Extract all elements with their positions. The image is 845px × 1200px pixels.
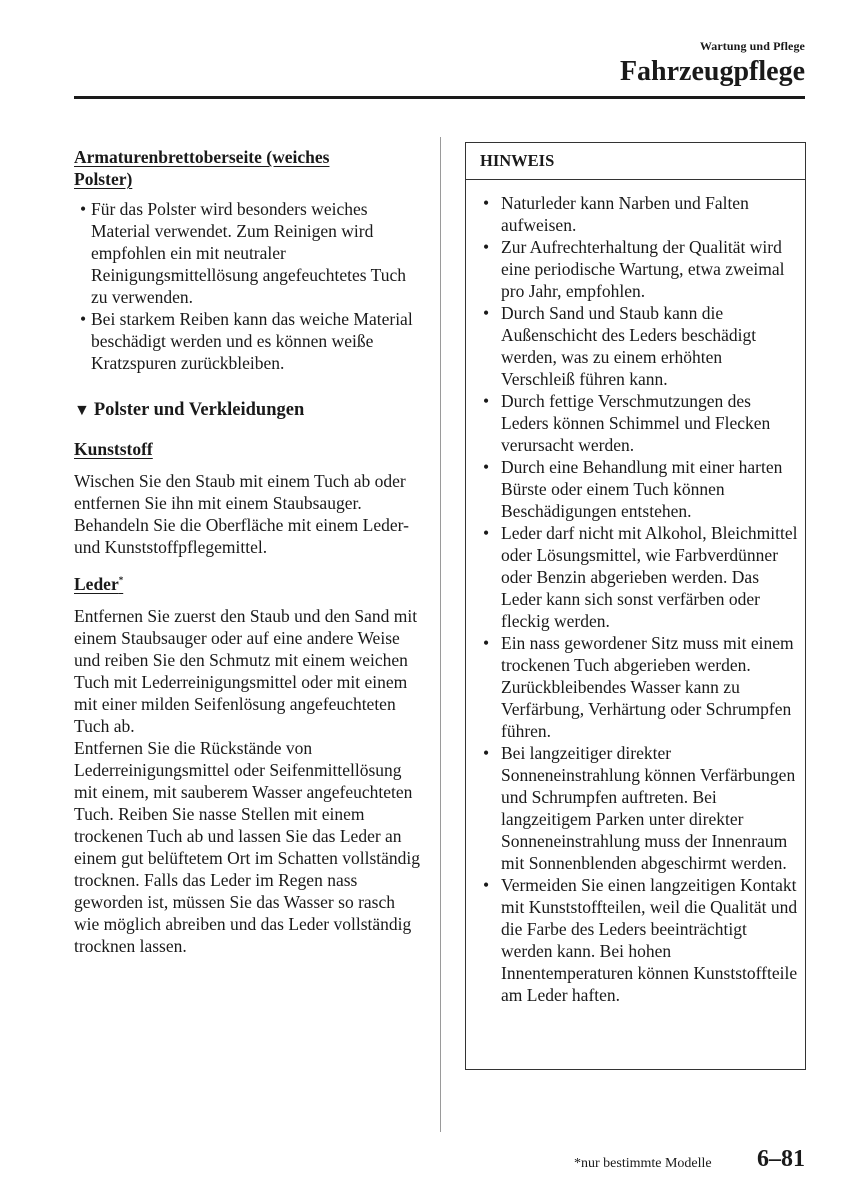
leder-paragraph [74,605,424,957]
subheading-line: Polster) [74,169,133,189]
hinweis-title: HINWEIS [466,143,805,180]
kunststoff-paragraph [74,470,424,558]
paragraph-line: Wischen Sie den Staub mit einem Tuch ab oder entfernen Sie ihn mit einem Staubsauger. [74,471,406,513]
page-number: 6–81 [757,1146,805,1172]
hinweis-item: • Ein nass gewordener Sitz muss mit einem trockenen Tuch abgerieben werden. Zurückbleibendes Wasser kann zu Verfärbung, Verhärtung oder Schrumpfen führen. [480,632,799,742]
subheading-line: Armaturenbrettoberseite (weiches [74,147,330,167]
header-rule [74,96,805,99]
hinweis-item: • Zur Aufrechterhaltung der Qualität wird eine periodische Wartung, etwa zweimal pro Jahr, empfohlen. [480,236,799,302]
footnote: *nur bestimmte Modelle [574,1156,712,1171]
hinweis-item: • Vermeiden Sie einen langzeitigen Kontakt mit Kunststoffteilen, weil die Qualität und die Farbe des Leders beeinträchtigt werden kann. Bei hohen Innentemperaturen können Kunststoffteile am Leder haften. [480,874,799,1006]
triangle-down-icon: ▼ [74,402,90,419]
hinweis-item: • Durch Sand und Staub kann die Außenschicht des Leders beschädigt werden, was zu einem erhöhten Verschleiß führen kann. [480,302,799,390]
subheading-armaturenbrett [74,146,424,190]
bullet-item: • Für das Polster wird besonders weiches Material verwendet. Zum Reinigen wird empfohlen ein mit neutraler Reinigungsmittellösung angefeuchtetes Tuch zu verwenden. [74,198,424,308]
subheading-leder [74,573,424,595]
hinweis-item: • Durch fettige Verschmutzungen des Leders können Schimmel und Flecken verursacht werden. [480,390,799,456]
hinweis-item: • Bei langzeitiger direkter Sonneneinstrahlung können Verfärbungen und Schrumpfen auftreten. Bei langzeitigem Parken unter direkter Sonneneinstrahlung muss der Innenraum mit Sonnenblenden abgeschirmt werden. [480,742,799,874]
hinweis-item: • Naturleder kann Narben und Falten aufweisen. [480,192,799,236]
subheading-leder-text: Leder [74,574,119,594]
bullet-item: • Bei starkem Reiben kann das weiche Material beschädigt werden und es können weiße Kratzspuren zurückbleiben. [74,308,424,374]
footnote-mark: * [118,575,124,586]
section-heading-text: Polster und Verkleidungen [93,400,305,420]
hinweis-list [466,192,805,1006]
armaturenbrett-bullets [74,198,424,374]
paragraph-line: Behandeln Sie die Oberfläche mit einem Leder- und Kunststoffpflegemittel. [74,515,409,557]
hinweis-item: • Leder darf nicht mit Alkohol, Bleichmittel oder Lösungsmittel, wie Farbverdünner oder Benzin abgerieben werden. Das Leder kann sich sonst verfärben oder fleckig werden. [480,522,799,632]
column-divider [440,137,441,1132]
left-column [74,146,424,957]
hinweis-box [465,142,806,1070]
section-heading [74,398,424,423]
subheading-kunststoff: Kunststoff [74,439,153,459]
paragraph-line: Entfernen Sie zuerst den Staub und den Sand mit einem Staubsauger oder auf eine andere Weise und reiben Sie den Schmutz mit einem weichen Tuch mit Lederreinigungsmittel oder mit einem mit einer milden Seifenlösung angefeuchteten Tuch ab. [74,606,418,736]
chapter-label: Wartung und Pflege [699,39,805,53]
page-title: Fahrzeugpflege [619,56,805,87]
hinweis-item: • Durch eine Behandlung mit einer harten Bürste oder einem Tuch können Beschädigungen entstehen. [480,456,799,522]
paragraph-line: Entfernen Sie die Rückstände von Lederreinigungsmittel oder Seifenmittellösung mit einem, mit sauberem Wasser angefeuchteten Tuch. Reiben Sie nasse Stellen mit einem trockenen Tuch ab und lassen Sie das Leder an einem gut belüftetem Ort im Schatten vollständig trocknen. Falls das Leder im Regen nass geworden ist, müssen Sie das Wasser so rasch wie möglich abreiben und das Leder vollständig trocknen lassen. [74,738,421,956]
